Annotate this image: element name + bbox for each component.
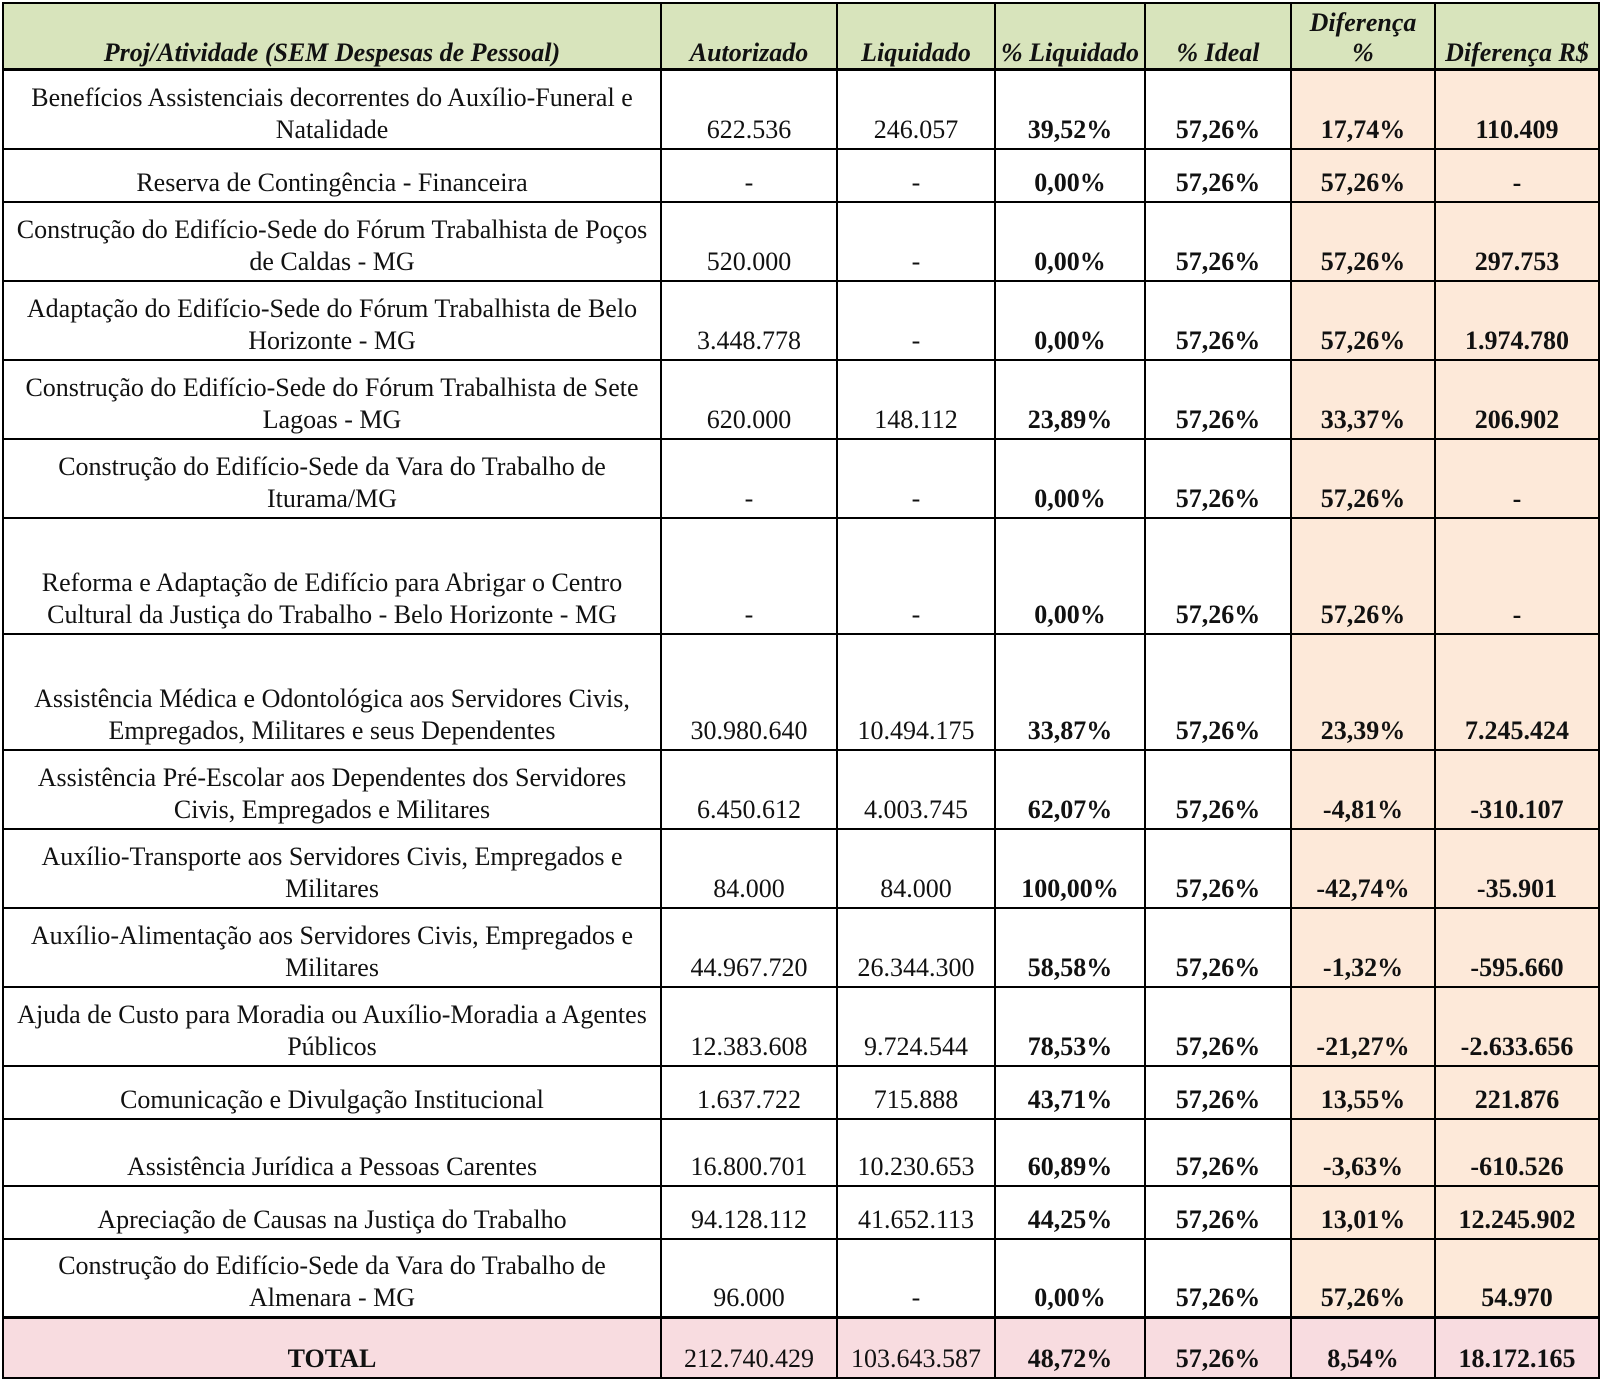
table-header-row bbox=[3, 3, 1599, 70]
total-pct-ideal: 57,26% bbox=[1145, 1318, 1291, 1379]
cell-pct-liquidado: 0,00% bbox=[995, 202, 1145, 281]
header-pct-liquidado: % Liquidado bbox=[995, 3, 1145, 70]
cell-pct-liquidado: 0,00% bbox=[995, 1239, 1145, 1318]
cell-liquidado: 246.057 bbox=[837, 70, 995, 149]
cell-diferenca-pct: -42,74% bbox=[1291, 829, 1435, 908]
cell-diferenca-pct: 33,37% bbox=[1291, 360, 1435, 439]
cell-pct-ideal: 57,26% bbox=[1145, 1066, 1291, 1119]
cell-pct-ideal: 57,26% bbox=[1145, 439, 1291, 518]
table-row bbox=[3, 987, 1599, 1066]
cell-diferenca-rs: 110.409 bbox=[1435, 70, 1599, 149]
cell-atividade: Assistência Jurídica a Pessoas Carentes bbox=[3, 1119, 661, 1186]
table-row bbox=[3, 439, 1599, 518]
cell-autorizado: - bbox=[661, 149, 837, 202]
cell-atividade: Reforma e Adaptação de Edifício para Abrigar o Centro Cultural da Justiça do Trabalho - Belo Horizonte - MG bbox=[3, 518, 661, 634]
cell-liquidado: - bbox=[837, 439, 995, 518]
cell-atividade: Adaptação do Edifício-Sede do Fórum Trabalhista de Belo Horizonte - MG bbox=[3, 281, 661, 360]
cell-atividade: Construção do Edifício-Sede do Fórum Trabalhista de Sete Lagoas - MG bbox=[3, 360, 661, 439]
cell-atividade: Assistência Médica e Odontológica aos Servidores Civis, Empregados, Militares e seus Dependentes bbox=[3, 634, 661, 750]
cell-pct-ideal: 57,26% bbox=[1145, 70, 1291, 149]
cell-diferenca-pct: 57,26% bbox=[1291, 202, 1435, 281]
cell-liquidado: - bbox=[837, 518, 995, 634]
cell-diferenca-rs: - bbox=[1435, 518, 1599, 634]
header-liquidado: Liquidado bbox=[837, 3, 995, 70]
cell-diferenca-rs: - bbox=[1435, 149, 1599, 202]
cell-pct-liquidado: 62,07% bbox=[995, 750, 1145, 829]
table-row bbox=[3, 908, 1599, 987]
cell-pct-liquidado: 78,53% bbox=[995, 987, 1145, 1066]
cell-liquidado: 10.230.653 bbox=[837, 1119, 995, 1186]
cell-liquidado: 9.724.544 bbox=[837, 987, 995, 1066]
cell-pct-ideal: 57,26% bbox=[1145, 1239, 1291, 1318]
cell-pct-liquidado: 43,71% bbox=[995, 1066, 1145, 1119]
cell-pct-liquidado: 0,00% bbox=[995, 518, 1145, 634]
cell-diferenca-rs: 54.970 bbox=[1435, 1239, 1599, 1318]
cell-autorizado: 44.967.720 bbox=[661, 908, 837, 987]
cell-liquidado: 84.000 bbox=[837, 829, 995, 908]
cell-atividade: Auxílio-Transporte aos Servidores Civis, Empregados e Militares bbox=[3, 829, 661, 908]
total-liquidado: 103.643.587 bbox=[837, 1318, 995, 1379]
cell-pct-ideal: 57,26% bbox=[1145, 149, 1291, 202]
cell-pct-ideal: 57,26% bbox=[1145, 360, 1291, 439]
cell-autorizado: 6.450.612 bbox=[661, 750, 837, 829]
cell-diferenca-rs: - bbox=[1435, 439, 1599, 518]
cell-diferenca-rs: -610.526 bbox=[1435, 1119, 1599, 1186]
cell-atividade: Construção do Edifício-Sede do Fórum Trabalhista de Poços de Caldas - MG bbox=[3, 202, 661, 281]
cell-diferenca-rs: 1.974.780 bbox=[1435, 281, 1599, 360]
cell-diferenca-pct: 57,26% bbox=[1291, 281, 1435, 360]
cell-diferenca-rs: -35.901 bbox=[1435, 829, 1599, 908]
table-row bbox=[3, 829, 1599, 908]
table-row bbox=[3, 149, 1599, 202]
cell-atividade: Auxílio-Alimentação aos Servidores Civis, Empregados e Militares bbox=[3, 908, 661, 987]
cell-diferenca-pct: -1,32% bbox=[1291, 908, 1435, 987]
cell-liquidado: 148.112 bbox=[837, 360, 995, 439]
cell-liquidado: 10.494.175 bbox=[837, 634, 995, 750]
cell-autorizado: 520.000 bbox=[661, 202, 837, 281]
cell-diferenca-rs: -595.660 bbox=[1435, 908, 1599, 987]
cell-autorizado: 1.637.722 bbox=[661, 1066, 837, 1119]
cell-diferenca-pct: 23,39% bbox=[1291, 634, 1435, 750]
cell-autorizado: 84.000 bbox=[661, 829, 837, 908]
cell-autorizado: 620.000 bbox=[661, 360, 837, 439]
cell-pct-ideal: 57,26% bbox=[1145, 1186, 1291, 1239]
cell-diferenca-rs: 12.245.902 bbox=[1435, 1186, 1599, 1239]
total-diferenca-pct: 8,54% bbox=[1291, 1318, 1435, 1379]
total-diferenca-rs: 18.172.165 bbox=[1435, 1318, 1599, 1379]
cell-diferenca-pct: 13,55% bbox=[1291, 1066, 1435, 1119]
cell-pct-liquidado: 33,87% bbox=[995, 634, 1145, 750]
cell-autorizado: 94.128.112 bbox=[661, 1186, 837, 1239]
table-row bbox=[3, 518, 1599, 634]
budget-table bbox=[2, 2, 1600, 1379]
cell-liquidado: - bbox=[837, 281, 995, 360]
cell-autorizado: 16.800.701 bbox=[661, 1119, 837, 1186]
header-diferenca-pct: Diferença % bbox=[1291, 3, 1435, 70]
cell-diferenca-pct: 17,74% bbox=[1291, 70, 1435, 149]
cell-pct-liquidado: 0,00% bbox=[995, 281, 1145, 360]
cell-diferenca-rs: 7.245.424 bbox=[1435, 634, 1599, 750]
cell-autorizado: 3.448.778 bbox=[661, 281, 837, 360]
cell-pct-ideal: 57,26% bbox=[1145, 987, 1291, 1066]
cell-atividade: Construção do Edifício-Sede da Vara do Trabalho de Iturama/MG bbox=[3, 439, 661, 518]
cell-diferenca-pct: -4,81% bbox=[1291, 750, 1435, 829]
table-row bbox=[3, 202, 1599, 281]
cell-diferenca-pct: -21,27% bbox=[1291, 987, 1435, 1066]
cell-pct-ideal: 57,26% bbox=[1145, 908, 1291, 987]
cell-atividade: Assistência Pré-Escolar aos Dependentes dos Servidores Civis, Empregados e Militares bbox=[3, 750, 661, 829]
cell-diferenca-pct: -3,63% bbox=[1291, 1119, 1435, 1186]
cell-liquidado: - bbox=[837, 1239, 995, 1318]
cell-liquidado: 715.888 bbox=[837, 1066, 995, 1119]
cell-pct-liquidado: 60,89% bbox=[995, 1119, 1145, 1186]
cell-diferenca-rs: 206.902 bbox=[1435, 360, 1599, 439]
table-row bbox=[3, 1186, 1599, 1239]
cell-atividade: Apreciação de Causas na Justiça do Trabalho bbox=[3, 1186, 661, 1239]
table-row bbox=[3, 1119, 1599, 1186]
header-atividade: Proj/Atividade (SEM Despesas de Pessoal) bbox=[3, 3, 661, 70]
total-pct-liquidado: 48,72% bbox=[995, 1318, 1145, 1379]
cell-liquidado: - bbox=[837, 149, 995, 202]
cell-diferenca-rs: 221.876 bbox=[1435, 1066, 1599, 1119]
table-row bbox=[3, 634, 1599, 750]
cell-diferenca-rs: 297.753 bbox=[1435, 202, 1599, 281]
header-autorizado: Autorizado bbox=[661, 3, 837, 70]
cell-atividade: Comunicação e Divulgação Institucional bbox=[3, 1066, 661, 1119]
total-autorizado: 212.740.429 bbox=[661, 1318, 837, 1379]
cell-atividade: Benefícios Assistenciais decorrentes do Auxílio-Funeral e Natalidade bbox=[3, 70, 661, 149]
header-pct-ideal: % Ideal bbox=[1145, 3, 1291, 70]
cell-atividade: Construção do Edifício-Sede da Vara do Trabalho de Almenara - MG bbox=[3, 1239, 661, 1318]
cell-autorizado: 12.383.608 bbox=[661, 987, 837, 1066]
table-row bbox=[3, 1066, 1599, 1119]
cell-pct-ideal: 57,26% bbox=[1145, 518, 1291, 634]
cell-pct-liquidado: 100,00% bbox=[995, 829, 1145, 908]
cell-liquidado: 26.344.300 bbox=[837, 908, 995, 987]
cell-diferenca-rs: -2.633.656 bbox=[1435, 987, 1599, 1066]
cell-pct-liquidado: 58,58% bbox=[995, 908, 1145, 987]
cell-diferenca-pct: 13,01% bbox=[1291, 1186, 1435, 1239]
cell-pct-liquidado: 0,00% bbox=[995, 439, 1145, 518]
table-row bbox=[3, 750, 1599, 829]
cell-atividade: Ajuda de Custo para Moradia ou Auxílio-Moradia a Agentes Públicos bbox=[3, 987, 661, 1066]
cell-pct-ideal: 57,26% bbox=[1145, 634, 1291, 750]
cell-liquidado: 4.003.745 bbox=[837, 750, 995, 829]
cell-pct-ideal: 57,26% bbox=[1145, 202, 1291, 281]
cell-liquidado: 41.652.113 bbox=[837, 1186, 995, 1239]
cell-autorizado: - bbox=[661, 439, 837, 518]
cell-diferenca-rs: -310.107 bbox=[1435, 750, 1599, 829]
table-row bbox=[3, 1239, 1599, 1318]
cell-liquidado: - bbox=[837, 202, 995, 281]
cell-autorizado: 622.536 bbox=[661, 70, 837, 149]
cell-diferenca-pct: 57,26% bbox=[1291, 149, 1435, 202]
table-row bbox=[3, 281, 1599, 360]
cell-autorizado: - bbox=[661, 518, 837, 634]
cell-diferenca-pct: 57,26% bbox=[1291, 1239, 1435, 1318]
total-label: TOTAL bbox=[3, 1318, 661, 1379]
cell-pct-ideal: 57,26% bbox=[1145, 1119, 1291, 1186]
cell-diferenca-pct: 57,26% bbox=[1291, 518, 1435, 634]
cell-pct-ideal: 57,26% bbox=[1145, 750, 1291, 829]
cell-atividade: Reserva de Contingência - Financeira bbox=[3, 149, 661, 202]
cell-pct-liquidado: 44,25% bbox=[995, 1186, 1145, 1239]
cell-pct-liquidado: 39,52% bbox=[995, 70, 1145, 149]
table-row bbox=[3, 360, 1599, 439]
cell-pct-liquidado: 23,89% bbox=[995, 360, 1145, 439]
cell-autorizado: 96.000 bbox=[661, 1239, 837, 1318]
cell-autorizado: 30.980.640 bbox=[661, 634, 837, 750]
table-row bbox=[3, 70, 1599, 149]
cell-pct-liquidado: 0,00% bbox=[995, 149, 1145, 202]
cell-pct-ideal: 57,26% bbox=[1145, 829, 1291, 908]
header-diferenca-rs: Diferença R$ bbox=[1435, 3, 1599, 70]
cell-diferenca-pct: 57,26% bbox=[1291, 439, 1435, 518]
total-row bbox=[3, 1318, 1599, 1379]
cell-pct-ideal: 57,26% bbox=[1145, 281, 1291, 360]
